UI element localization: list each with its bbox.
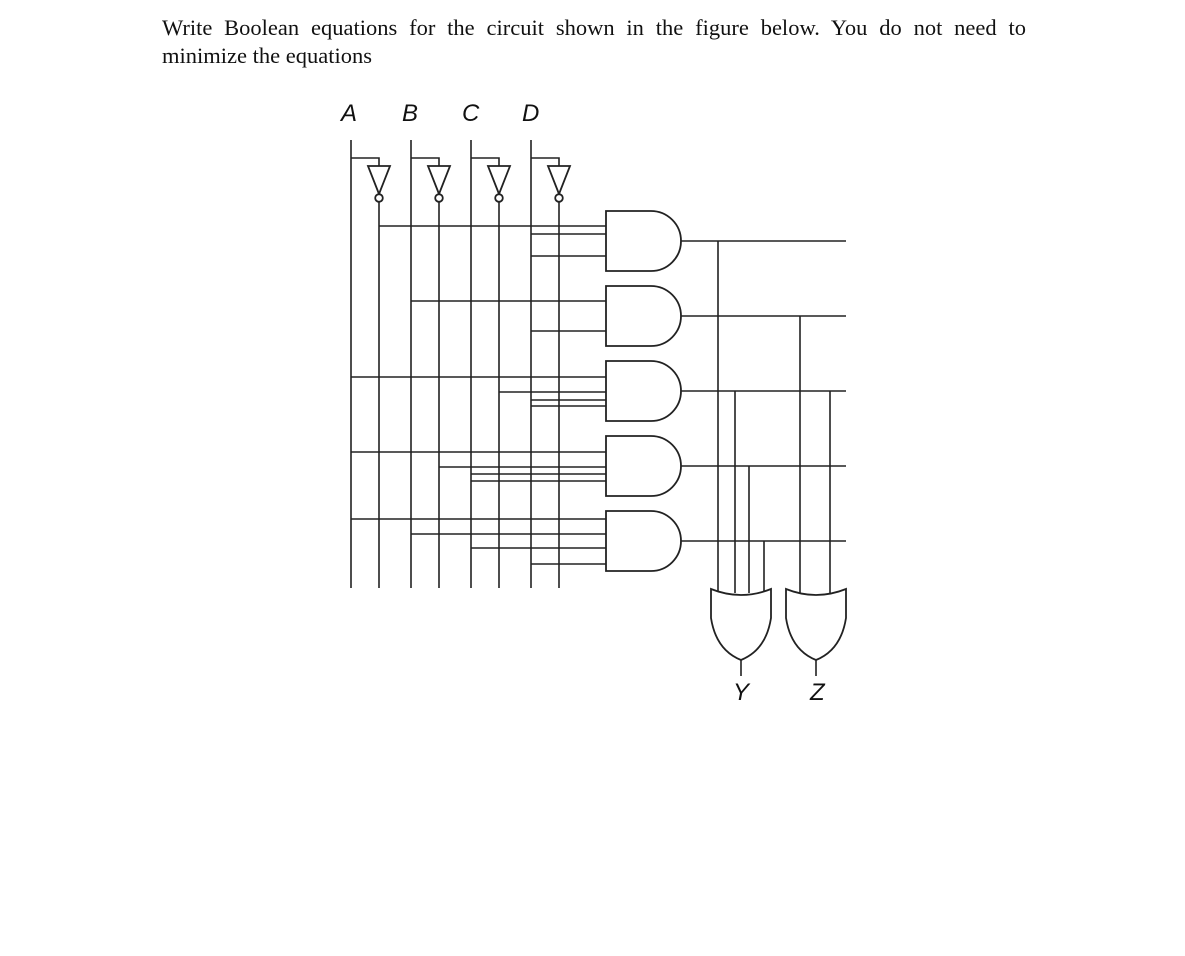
input-label-a: A — [341, 100, 358, 127]
and-output-wires — [681, 241, 846, 541]
input-label-d: D — [522, 100, 540, 127]
or-gates — [711, 589, 846, 660]
and-gates — [606, 211, 681, 571]
input-label-c: C — [462, 100, 480, 127]
or-output-wires — [741, 660, 816, 676]
input-label-b: B — [402, 100, 419, 127]
inverter-c — [488, 166, 510, 202]
and-gate-3 — [606, 361, 681, 421]
or-gate-z — [786, 589, 846, 660]
and-input-wires — [351, 226, 606, 564]
output-label-z: Z — [810, 679, 825, 706]
or-gate-y — [711, 589, 771, 660]
and-gate-1 — [606, 211, 681, 271]
and-gate-2 — [606, 286, 681, 346]
question-line-2: minimize the equations — [162, 43, 372, 68]
inverter-a — [368, 166, 390, 202]
input-wires — [351, 140, 559, 588]
inverter-d — [548, 166, 570, 202]
inverters — [368, 166, 570, 202]
and-gate-4 — [606, 436, 681, 496]
and-gate-5 — [606, 511, 681, 571]
inverter-b — [428, 166, 450, 202]
output-label-y: Y — [733, 679, 750, 706]
question-line-1: Write Boolean equations for the circuit shown in the figure below. You do not need to — [162, 15, 1026, 40]
